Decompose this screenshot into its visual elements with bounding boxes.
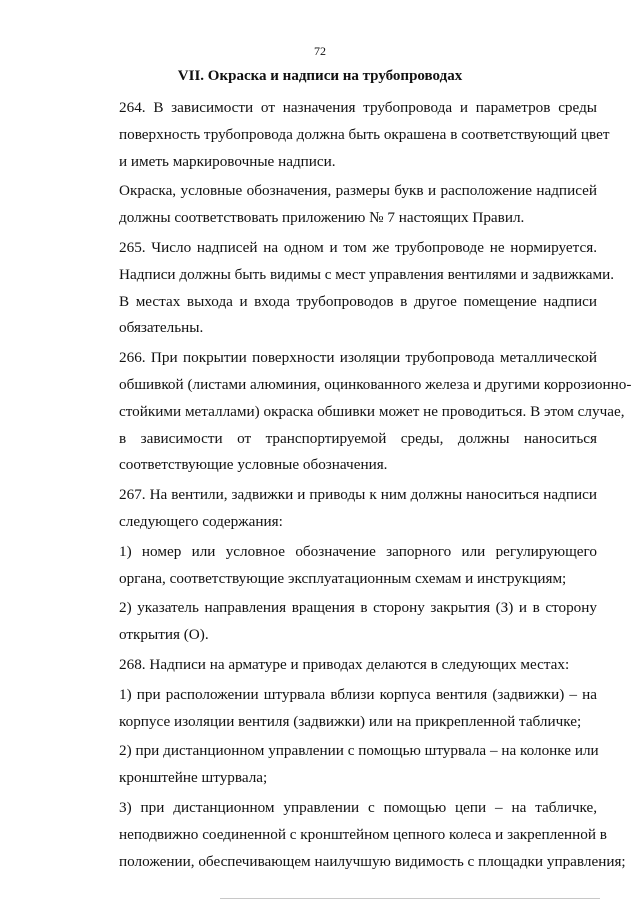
text-line: 267. На вентили, задвижки и приводы к ним должны наноситься надписи <box>119 486 597 504</box>
text-line: неподвижно соединенной с кронштейном цепного колеса и закрепленной в <box>119 825 607 843</box>
text-line: должны соответствовать приложению № 7 настоящих Правил. <box>119 209 525 227</box>
page-number: 72 <box>314 44 326 58</box>
text-line: В местах выхода и входа трубопроводов в другое помещение надписи <box>119 292 597 310</box>
text-line: положении, обеспечивающем наилучшую видимость с площадки управления; <box>119 852 626 870</box>
paragraph-268 <box>83 652 597 679</box>
text-line: 1) номер или условное обозначение запорного или регулирующего <box>119 542 597 560</box>
text-line: 2) указатель направления вращения в сторону закрытия (З) и в сторону <box>119 599 597 617</box>
paragraph-264-continuation <box>83 178 597 232</box>
text-line: 265. Число надписей на одном и том же трубопроводе не нормируется. <box>119 238 597 256</box>
text-line: стойкими металлами) окраска обшивки может не проводиться. В этом случае, <box>119 402 625 420</box>
text-line: 2) при дистанционном управлении с помощью штурвала – на колонке или <box>119 742 599 760</box>
text-line: обшивкой (листами алюминия, оцинкованного железа и другими коррозионно- <box>119 375 632 393</box>
text-line: 266. При покрытии поверхности изоляции трубопровода металлической <box>119 349 597 367</box>
paragraph-267 <box>83 482 597 536</box>
paragraph-265 <box>83 235 614 342</box>
paragraph-266 <box>83 345 632 479</box>
text-line: Надписи должны быть видимы с мест управления вентилями и задвижками. <box>119 265 614 283</box>
bottom-edge-line <box>220 898 600 899</box>
text-line: поверхность трубопровода должна быть окрашена в соответствующий цвет <box>119 125 610 143</box>
paragraph-268-item-2 <box>83 738 597 792</box>
paragraph-267-item-1 <box>83 539 597 593</box>
text-line: соответствующие условные обозначения. <box>119 456 388 474</box>
paragraph-268-item-3 <box>83 795 626 875</box>
paragraph-264 <box>83 95 610 175</box>
text-line: обязательны. <box>119 319 204 337</box>
text-line: и иметь маркировочные надписи. <box>119 152 336 170</box>
paragraph-267-item-2 <box>83 595 597 649</box>
text-line: органа, соответствующие эксплуатационным схемам и инструкциям; <box>119 569 567 587</box>
text-line: открытия (О). <box>119 626 209 644</box>
text-line: кронштейне штурвала; <box>119 769 268 787</box>
text-line: 264. В зависимости от назначения трубопровода и параметров среды <box>119 99 597 116</box>
text-line: следующего содержания: <box>119 512 283 530</box>
text-line: 268. Надписи на арматуре и приводах делаются в следующих местах: <box>119 655 570 673</box>
text-line: 3) при дистанционном управлении с помощью цепи – на табличке, <box>119 798 597 816</box>
document-body <box>83 95 632 878</box>
text-line: 1) при расположении штурвала вблизи корпуса вентиля (задвижки) – на <box>119 685 597 703</box>
text-line: в зависимости от транспортируемой среды, должны наноситься <box>119 429 597 447</box>
text-line: корпусе изоляции вентиля (задвижки) или на прикрепленной табличке; <box>119 712 582 730</box>
text-line: Окраска, условные обозначения, размеры букв и расположение надписей <box>119 182 597 200</box>
section-title: VII. Окраска и надписи на трубопроводах <box>177 68 463 84</box>
paragraph-268-item-1 <box>83 682 597 736</box>
